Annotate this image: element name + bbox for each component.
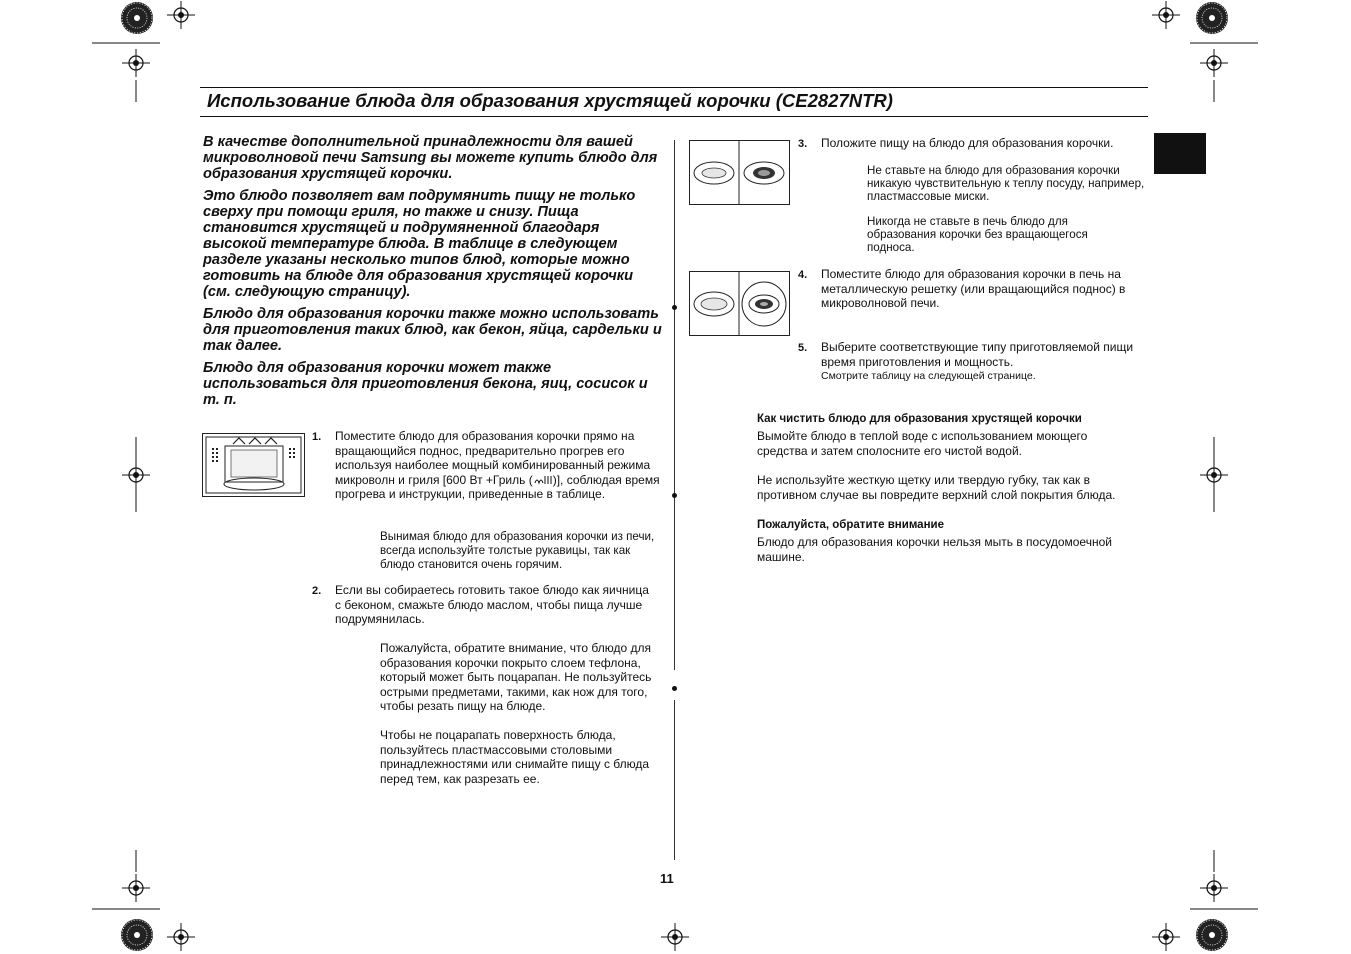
cleaning-heading: Как чистить блюдо для образования хрустящей корочки (757, 413, 1082, 425)
step-4-text: Поместите блюдо для образования корочки в печь на металлическую решетку (или вращающийся поднос) в микроволновой печи. (821, 267, 1126, 311)
step-3-note-2: Никогда не ставьте в печь блюдо для образования корочки без вращающегося подноса. (867, 215, 1088, 254)
page-title: Использование блюда для образования хрустящей корочки (CE2827NTR) (207, 90, 893, 111)
divider-dot-3 (672, 686, 677, 691)
microwave-grill-icon (533, 474, 553, 486)
intro-block (203, 134, 663, 408)
step-5-number: 5. (798, 342, 808, 354)
step-2-number: 2. (312, 585, 322, 597)
attention-heading: Пожалуйста, обратите внимание (757, 519, 944, 531)
step-5-text: Выберите соответствующие типу приготовляемой пищи время приготовления и мощность. (821, 340, 1134, 369)
oven-illustration (202, 433, 305, 497)
food-plate-illustration (689, 140, 790, 205)
step-1-text (335, 429, 665, 502)
attention-text: Блюдо для образования корочки нельзя мыть в посудомоечной машине. (757, 535, 1112, 564)
step-2-note-2: Чтобы не поцарапать поверхность блюда, пользуйтесь пластмассовыми столовыми принадлежностями или снимайте пищу с блюда перед тем, как разрезать ее. (380, 728, 650, 786)
header-rule-top (200, 87, 1148, 88)
column-divider-bottom (674, 700, 675, 860)
step-3-number: 3. (798, 138, 808, 150)
step-1-note: Вынимая блюдо для образования корочки из печи, всегда используйте толстые рукавицы, так как блюдо становится очень горячим. (380, 530, 655, 571)
step-2-note-1: Пожалуйста, обратите внимание, что блюдо для образования корочки покрыто слоем тефлона, который может быть поцарапан. Не пользуйтесь острыми предметами, такими, как нож для того, чтобы резать пищу на блюде. (380, 641, 652, 714)
step-4-number: 4. (798, 269, 808, 281)
step-3-text: Положите пищу на блюдо для образования корочки. (821, 136, 1114, 150)
turntable-illustration (689, 271, 790, 336)
page-number: 11 (660, 871, 674, 886)
cleaning-paragraph-2: Не используйте жесткую щетку или твердую губку, так как в противном случае вы повредите верхний слой покрытия блюда. (757, 473, 1116, 502)
step-1-text-after: )], соблюдая время прогрева и инструкции, приведенные в таблице. (335, 472, 660, 502)
divider-dot-2 (672, 493, 677, 498)
column-divider-top (674, 140, 675, 670)
cleaning-paragraph-1: Вымойте блюдо в теплой воде с использованием моющего средства и затем сполосните его чистой водой. (757, 429, 1088, 458)
divider-dot-1 (672, 305, 677, 310)
intro-paragraph-2: Это блюдо позволяет вам подрумянить пищу не только сверху при помощи гриля, но также и снизу. Пища становится хрустящей и подрумяненной благодаря высокой температуре блюда. В таблице в следующем разделе указаны несколько типов блюд, которые можно готовить на блюде для образования хрустящей корочки (см. следующую страницу). (203, 188, 636, 300)
intro-paragraph-4: Блюдо для образования корочки может также использоваться для приготовления бекона, яиц, сосисок и т. п. (203, 360, 648, 408)
header-rule-bottom (200, 116, 1148, 117)
step-3-note-1: Не ставьте на блюдо для образования корочки никакую чувствительную к теплу посуду, например, пластмассовые миски. (867, 164, 1145, 203)
step-5-sub: Смотрите таблицу на следующей странице. (821, 370, 1036, 382)
section-tab-marker (1154, 133, 1206, 174)
intro-paragraph-3: Блюдо для образования корочки также можно использовать для приготовления таких блюд, как бекон, яйца, сардельки и так далее. (203, 306, 662, 354)
step-2-text: Если вы собираетесь готовить такое блюдо как яичница с беконом, смажьте блюдо маслом, чтобы пища лучше подрумянилась. (335, 583, 649, 627)
intro-paragraph-1: В качестве дополнительной принадлежности для вашей микроволновой печи Samsung вы можете купить блюдо для образования хрустящей корочки. (203, 134, 658, 182)
step-1-number: 1. (312, 431, 322, 443)
step-1-text-before: Поместите блюдо для образования корочки прямо на вращающийся поднос, предварительно прогрев его используя наиболее мощный комбинированный режима микроволн и гриля [600 Вт +Гриль ( (335, 429, 651, 487)
